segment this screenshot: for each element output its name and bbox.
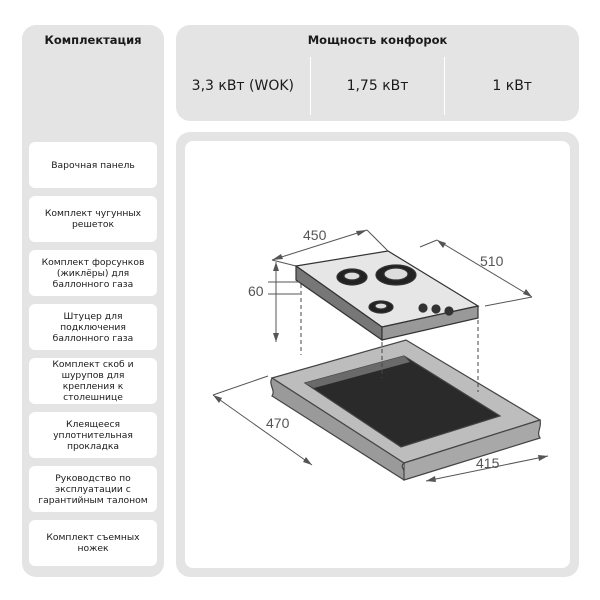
burner-power-title: Мощность конфорок (307, 33, 448, 47)
burner-power-medium: 1,75 кВт (346, 78, 409, 94)
kit-item-gasket: Клеящееся уплотнительная прокладка (29, 412, 157, 458)
kit-item-brackets: Комплект скоб и шурупов для крепления к столешнице (29, 358, 157, 404)
dim-depth-label: 510 (480, 253, 504, 269)
dim-height-label: 60 (248, 283, 264, 299)
burner-power-small: 1 кВт (492, 78, 532, 94)
hob-drawing (296, 251, 478, 340)
kit-contents-title: Комплектация (44, 33, 142, 47)
kit-item-hob: Варочная панель (29, 142, 157, 188)
dimensions-diagram (185, 141, 570, 568)
dim-width-label: 450 (303, 227, 327, 243)
hob-dimensions-drawing (185, 141, 570, 568)
kit-item-grates: Комплект чугунных решеток (29, 196, 157, 242)
kit-item-manual: Руководство по эксплуатации с гарантийным талоном (29, 466, 157, 512)
kit-item-feet: Комплект съемных ножек (29, 520, 157, 566)
kit-contents-panel (22, 25, 164, 577)
burner-power-panel (176, 25, 579, 121)
dimensions-panel (176, 132, 579, 577)
dim-cutout-depth-label: 470 (266, 415, 290, 431)
burner-power-wok: 3,3 кВт (WOK) (191, 78, 295, 94)
kit-item-nozzles: Комплект форсунков (жиклёры) для баллонного газа (29, 250, 157, 296)
countertop (271, 340, 541, 480)
dim-cutout-width-label: 415 (476, 455, 500, 471)
burner-power-row (176, 57, 579, 115)
kit-item-fitting: Штуцер для подключения баллонного газа (29, 304, 157, 350)
